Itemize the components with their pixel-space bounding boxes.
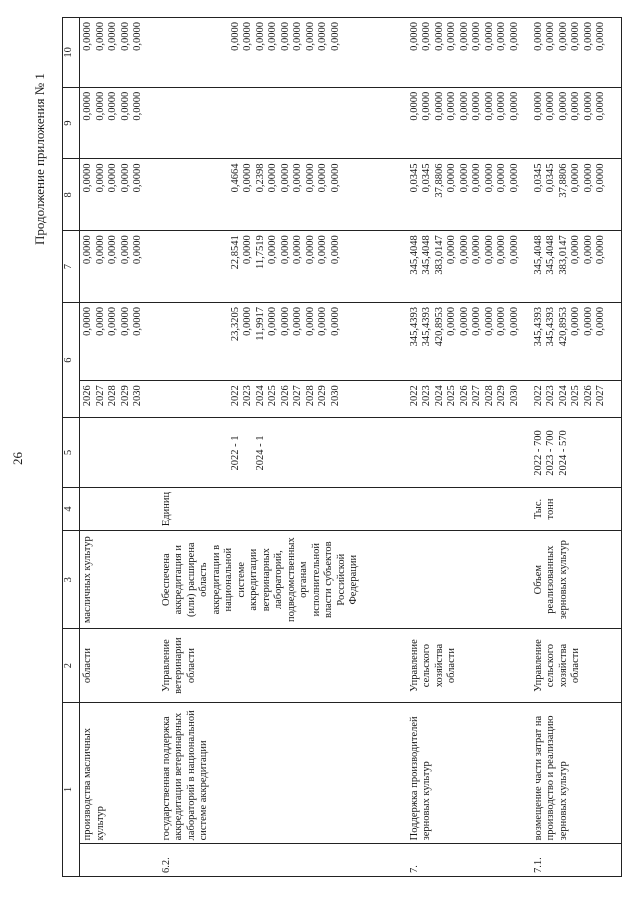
row-years: 2022 2023 2024 2025 2026 2027 — [532, 381, 622, 418]
header-col-4: 4 — [63, 487, 80, 530]
row-col6: 0,0000 0,0000 0,0000 0,0000 0,0000 — [80, 302, 160, 380]
header-col-10: 10 — [63, 18, 80, 88]
appendix-table — [62, 17, 622, 877]
row-col9: 0,0000 0,0000 0,0000 0,0000 0,0000 0,0000 — [532, 87, 622, 159]
row-years: 2022 2023 2024 2025 2026 2027 2028 2029 2030 — [160, 381, 408, 418]
row-base — [80, 418, 160, 488]
header-col-8: 8 — [63, 159, 80, 231]
row-executor: Управление сельского хозяйства области — [532, 629, 622, 703]
row-id: 7.1. — [532, 844, 622, 877]
row-col8: 0,4664 0,0000 0,2398 0,0000 0,0000 0,0000 0,0000 0,0000 0,0000 — [160, 159, 408, 231]
row-indicator: Обеспечена аккредитация и (или) расширена область аккредитации в национальной системе аккредитации ветеринарных лабораторий, подведомственных органам исполнительной власти субъектов Российской Федерации — [160, 531, 408, 629]
row-base — [408, 418, 532, 488]
row-col9: 0,0000 0,0000 0,0000 0,0000 0,0000 0,0000 0,0000 0,0000 0,0000 — [408, 87, 532, 159]
row-col10: 0,0000 0,0000 0,0000 0,0000 0,0000 0,0000 — [532, 18, 622, 88]
row-years: 2022 2023 2024 2025 2026 2027 2028 2029 2030 — [408, 381, 532, 418]
header-col-1: 1 — [63, 703, 80, 877]
row-col6: 23,3205 0,0000 11,9917 0,0000 0,0000 0,0000 0,0000 0,0000 0,0000 — [160, 302, 408, 380]
header-col-5: 5 — [63, 418, 80, 488]
row-col7: 345,4048 345,4048 383,0147 0,0000 0,0000 0,0000 — [532, 231, 622, 303]
row-col10: 0,0000 0,0000 0,0000 0,0000 0,0000 0,0000 0,0000 0,0000 0,0000 — [160, 18, 408, 88]
row-executor: Управление ветеринарии области — [160, 629, 408, 703]
row-name: возмещение части затрат на производство и реализацию зерновых культур — [532, 703, 622, 844]
row-col8: 0,0345 0,0345 37,8806 0,0000 0,0000 0,0000 0,0000 0,0000 0,0000 — [408, 159, 532, 231]
row-col7: 0,0000 0,0000 0,0000 0,0000 0,0000 — [80, 231, 160, 303]
row-col9: 0,0000 0,0000 0,0000 0,0000 0,0000 — [80, 87, 160, 159]
row-unit: Тыс. тонн — [532, 487, 622, 530]
page-number: 26 — [10, 452, 25, 465]
header-col-9: 9 — [63, 87, 80, 159]
row-indicator — [408, 531, 532, 629]
header-row — [63, 18, 80, 877]
row-col6: 345,4393 345,4393 420,8953 0,0000 0,0000 0,0000 — [532, 302, 622, 380]
row-unit: Единиц — [160, 487, 408, 530]
row-name: государственная поддержка аккредитации ветеринарных лабораторий в национальной системе аккредитации — [160, 703, 408, 844]
row-col8: 0,0000 0,0000 0,0000 0,0000 0,0000 — [80, 159, 160, 231]
row-unit — [408, 487, 532, 530]
row-id — [80, 844, 160, 877]
row-col10: 0,0000 0,0000 0,0000 0,0000 0,0000 — [80, 18, 160, 88]
row-col8: 0,0345 0,0345 37,8806 0,0000 0,0000 0,0000 — [532, 159, 622, 231]
row-col10: 0,0000 0,0000 0,0000 0,0000 0,0000 0,0000 0,0000 0,0000 0,0000 — [408, 18, 532, 88]
table-row — [160, 18, 408, 877]
row-col7: 345,4048 345,4048 383,0147 0,0000 0,0000 0,0000 0,0000 0,0000 0,0000 — [408, 231, 532, 303]
header-col-7: 7 — [63, 231, 80, 303]
header-col-3: 3 — [63, 531, 80, 629]
row-unit — [80, 487, 160, 530]
row-id: 7. — [408, 844, 532, 877]
row-id: 6.2. — [160, 844, 408, 877]
row-name: Поддержка производителей зерновых культур — [408, 703, 532, 844]
row-executor: Управление сельского хозяйства области — [408, 629, 532, 703]
table-row — [408, 18, 532, 877]
header-col-2: 2 — [63, 629, 80, 703]
table-row — [532, 18, 622, 877]
row-base: 2022 - 1 2024 - 1 — [160, 418, 408, 488]
row-name: производства масличных культур — [80, 703, 160, 844]
continuation-caption: Продолжение приложения № 1 — [32, 73, 47, 245]
row-col7: 22,8541 0,0000 11,7519 0,0000 0,0000 0,0000 0,0000 0,0000 0,0000 — [160, 231, 408, 303]
row-indicator: Объем реализованных зерновых культур — [532, 531, 622, 629]
row-col9 — [160, 87, 408, 159]
row-base: 2022 - 700 2023 - 700 2024 - 570 — [532, 418, 622, 488]
row-col6: 345,4393 345,4393 420,8953 0,0000 0,0000 0,0000 0,0000 0,0000 0,0000 — [408, 302, 532, 380]
header-col-6: 6 — [63, 302, 80, 417]
table-row — [80, 18, 160, 877]
row-years: 2026 2027 2028 2029 2030 — [80, 381, 160, 418]
row-indicator: масличных культур — [80, 531, 160, 629]
row-executor: области — [80, 629, 160, 703]
